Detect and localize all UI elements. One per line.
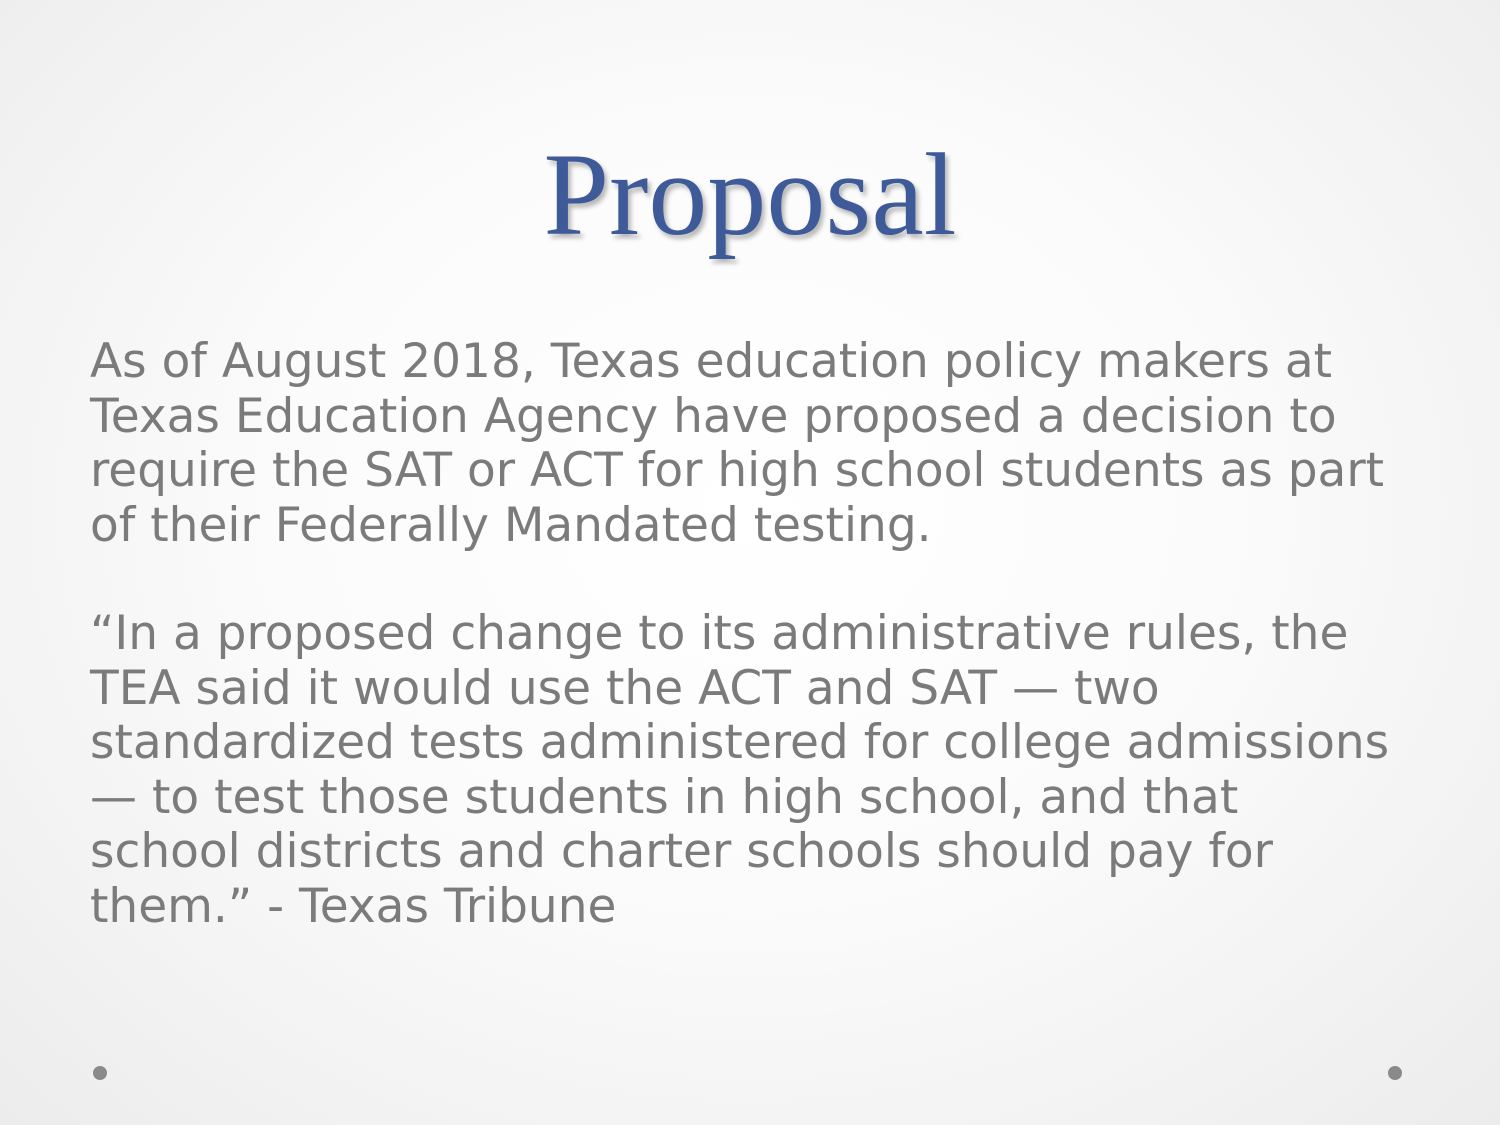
slide-title: Proposal	[543, 129, 957, 260]
paragraph-texas-tribune-quote: “In a proposed change to its administrative rules, the TEA said it would use the ACT and SAT — two standardized tests administered for college admissions — to test those students in high school, and that school districts and charter schools should pay for them.” - Texas Tribune	[90, 606, 1390, 934]
decorative-dot-right	[1388, 1066, 1402, 1080]
slide-body	[90, 335, 1420, 934]
paragraph-proposal-summary: As of August 2018, Texas education policy makers at Texas Education Agency have proposed a decision to require the SAT or ACT for high school students as part of their Federally Mandated testing.	[90, 334, 1385, 553]
decorative-dot-left	[93, 1066, 107, 1080]
